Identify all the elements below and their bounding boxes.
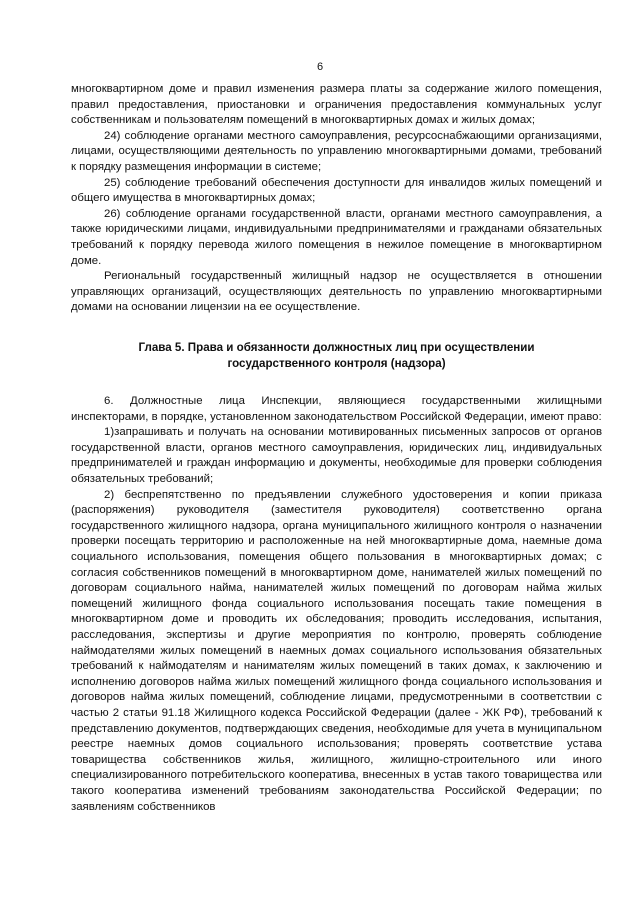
paragraph-item-24: 24) соблюдение органами местного самоуправления, ресурсоснабжающими организациями, лицами, осуществляющими деятельность по управлению многоквартирными домами, требований к порядку размещения информации в системе;: [71, 129, 602, 173]
page-number: 6: [316, 61, 324, 73]
chapter-heading-line: Глава 5. Права и обязанности должностных лиц при осуществлении: [138, 340, 535, 354]
document-body: [71, 82, 602, 815]
paragraph-item-6: 6. Должностные лица Инспекции, являющиеся государственными жилищными инспекторами, в порядке, установленном законодательством Российской Федерации, имеют право:: [71, 395, 602, 423]
paragraph: Региональный государственный жилищный надзор не осуществляется в отношении управляющих организаций, осуществляющих деятельность по управлению многоквартирными домами на основании лицензии на ее осуществление.: [71, 270, 602, 314]
paragraph-item-26: 26) соблюдение органами государственной власти, органами местного самоуправления, а также юридическими лицами, индивидуальными предпринимателями и гражданами обязательных требований к порядку перевода жилого помещения в нежилое помещение в многоквартирном доме.: [71, 207, 602, 267]
paragraph: многоквартирном доме и правил изменения размера платы за содержание жилого помещения, правил предоставления, приостановки и ограничения предоставления коммунальных услуг собственникам и пользователям помещений в многоквартирных домах и жилых домах;: [71, 83, 602, 127]
paragraph-item-1: 1)запрашивать и получать на основании мотивированных письменных запросов от органов государственной власти, органов местного самоуправления, юридических лиц, индивидуальных предпринимателей и граждан информацию и документы, необходимые для проверки соблюдения обязательных требований;: [71, 426, 602, 486]
paragraph-item-2: 2) беспрепятственно по предъявлении служебного удостоверения и копии приказа (распоряжения) руководителя (заместителя руководителя) соответственно органа государственного жилищного надзора, органа муниципального жилищного контроля о назначении проверки посещать территорию и расположенные на ней многоквартирные дома, наемные дома социального использования, помещения общего пользования в многоквартирных домах; с согласия собственников помещений в многоквартирном доме, нанимателей жилых помещений по договорам социального найма, нанимателей жилых помещений по договорам найма жилых помещений жилищного фонда социального использования посещать такие помещения в многоквартирном доме и проводить их обследования; проводить исследования, испытания, расследования, экспертизы и другие мероприятия по контролю, проверять соблюдение наймодателями жилых помещений в наемных домах социального использования обязательных требований к наймодателям и нанимателям жилых помещений в таких домах, к заключению и исполнению договоров найма жилых помещений жилищного фонда социального использования и договоров найма жилых помещений, соблюдение лицами, предусмотренными в соответствии с частью 2 статьи 91.18 Жилищного кодекса Российской Федерации (далее - ЖК РФ), требований к представлению документов, подтверждающих сведения, необходимые для учета в муниципальном реестре наемных домов социального использования; проверять соответствие устава товарищества собственников жилья, жилищного, жилищно-строительного или иного специализированного потребительского кооператива, внесенных в устав такого товарищества или такого кооператива изменений требованиям законодательства Российской Федерации; по заявлениям собственников: [71, 488, 602, 813]
chapter-heading-line: государственного контроля (надзора): [227, 356, 446, 370]
paragraph-item-25: 25) соблюдение требований обеспечения доступности для инвалидов жилых помещений и общего имущества в многоквартирных домах;: [71, 176, 602, 205]
chapter-heading: [71, 340, 602, 371]
